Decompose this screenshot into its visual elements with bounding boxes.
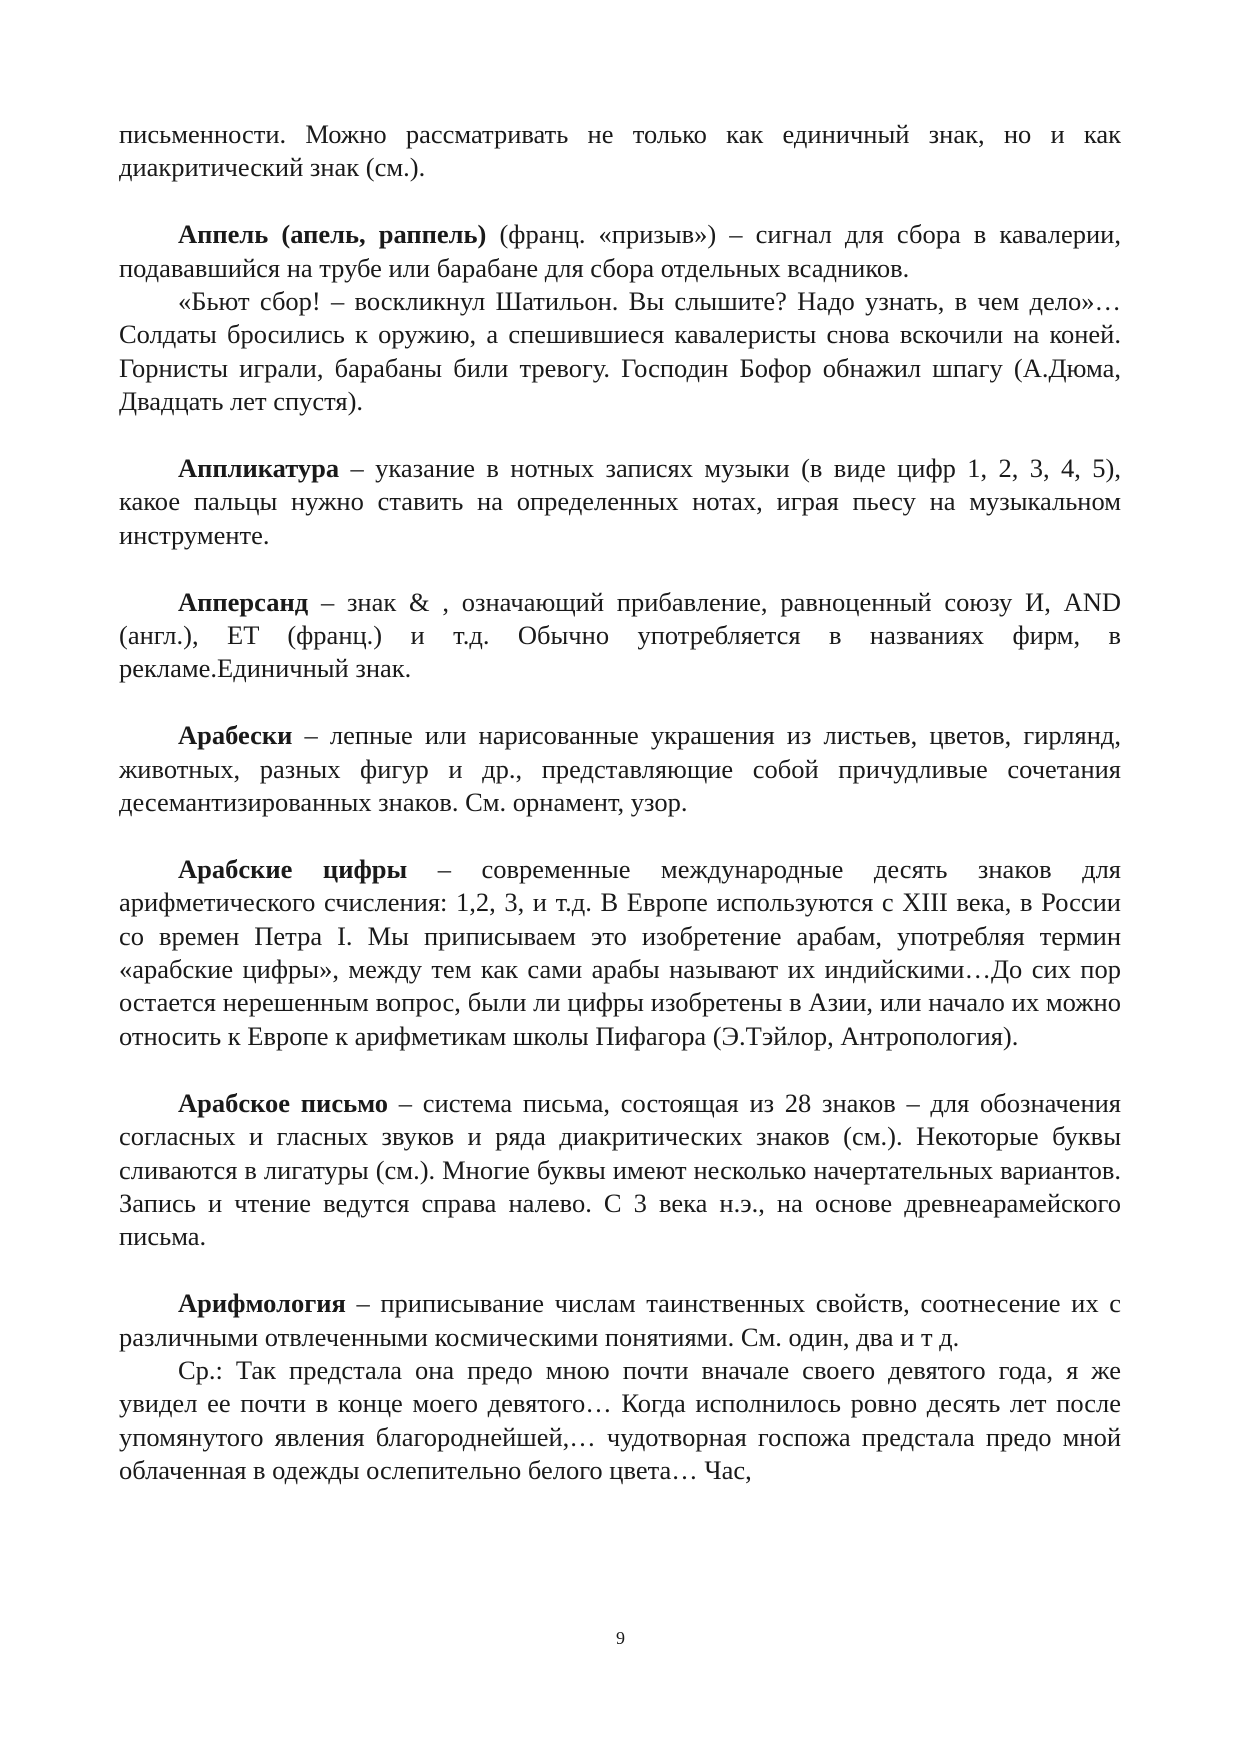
entry-definition: (франц. «призыв») – сигнал для сбора в кавалерии, подававшийся на трубе или барабане для сбора отдельных всадников.	[119, 219, 1121, 283]
entry-term: Арабское письмо	[178, 1087, 389, 1118]
entry-applikatura	[119, 452, 1121, 552]
entry-arabeski	[119, 719, 1121, 819]
entry-definition: – система письма, состоящая из 28 знаков – для обозначения согласных и гласных звуков и ряда диакритических знаков (см.). Некоторые буквы сливаются в лигатуры (см.). Многие буквы имеют несколько начертательных вариантов. Запись и чтение ведутся справа налево. С 3 века н.э., на основе древнеарамейского письма.	[119, 1087, 1122, 1252]
entry-arabic-numerals	[119, 853, 1121, 1053]
entry-quote: «Бьют сбор! – воскликнул Шатильон. Вы слышите? Надо узнать, в чем дело»… Солдаты бросились к оружию, а спешившиеся кавалеристы снова вскочили на коней. Горнисты играли, барабаны били тревогу. Господин Бофор обнажил шпагу (А.Дюма, Двадцать лет спустя).	[119, 286, 1121, 417]
entry-definition: – приписывание числам таинственных свойств, соотнесение их с различными отвлеченными космическими понятиями. См. один, два и т д.	[119, 1288, 1121, 1352]
entry-term: Аппель (апель, раппель)	[178, 219, 487, 250]
entry-term: Арабские цифры	[178, 853, 408, 884]
intro-paragraph: письменности. Можно рассматривать не только как единичный знак, но и как диакритический знак (см.).	[119, 119, 1121, 183]
entry-definition: – современные международные десять знаков для арифметического счисления: 1,2, 3, и т.д. В Европе используются с XIII века, в России со времен Петра I. Мы приписываем это изобретение арабам, употребляя термин «арабские цифры», между тем как сами арабы называют их индийскими…До сих пор остается нерешенным вопрос, были ли цифры изобретены в Азии, или начало их можно относить к Европе к арифметикам школы Пифагора (Э.Тэйлор, Антропология).	[119, 853, 1121, 1051]
entry-ampersand	[119, 586, 1121, 686]
entry-term: Аппликатура	[178, 453, 340, 484]
entry-quote: Ср.: Так предстала она предо мною почти вначале своего девятого года, я же увидел ее почти в конце моего девятого… Когда исполнилось ровно десять лет после упомянутого явления благороднейшей,… чудотворная госпожа предстала предо мной облаченная в одежды ослепительно белого цвета… Час,	[119, 1354, 1121, 1486]
document-page	[119, 118, 1121, 1488]
entry-appel	[119, 218, 1121, 285]
entry-term: Арабески	[178, 720, 293, 751]
entry-arithmology	[119, 1287, 1121, 1354]
entry-term: Арифмология	[178, 1288, 346, 1319]
entry-definition: – указание в нотных записях музыки (в виде цифр 1, 2, 3, 4, 5), какое пальцы нужно ставить на определенных нотах, играя пьесу на музыкальном инструменте.	[119, 453, 1121, 550]
page-number: 9	[616, 1628, 625, 1648]
entry-definition: – знак & , означающий прибавление, равноценный союзу И, AND (англ.), ET (франц.) и т.д. Обычно употребляется в названиях фирм, в рекламе.Единичный знак.	[119, 586, 1121, 684]
entry-term: Апперсанд	[178, 586, 309, 617]
entry-definition: – лепные или нарисованные украшения из листьев, цветов, гирлянд, животных, разных фигур и др., представляющие собой причудливые сочетания десемантизированных знаков. См. орнамент, узор.	[119, 720, 1121, 818]
entry-arabic-script	[119, 1087, 1121, 1254]
